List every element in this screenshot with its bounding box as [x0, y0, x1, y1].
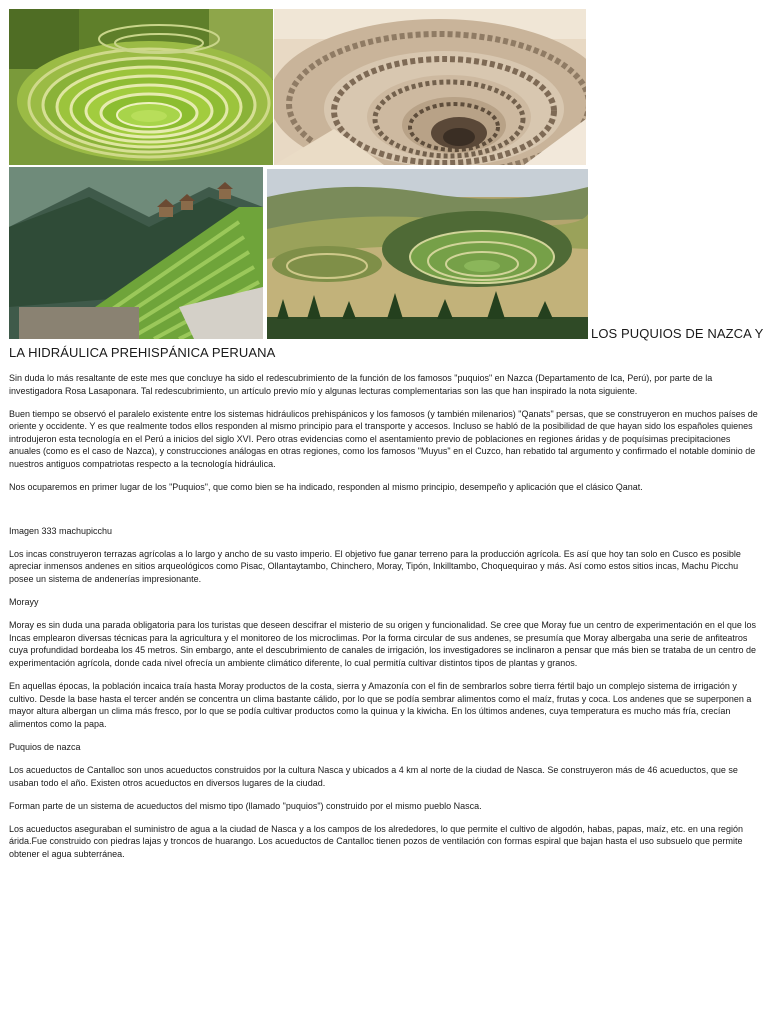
paragraph-intro: Sin duda lo más resaltante de este mes que concluye ha sido el redescubrimiento de la función de los famosos "puquios" en Nazca (Departamento de Ica, Perú), por parte de la investigadora Rosa Lasaponara. Tal redescubrimiento, un artículo previo mío y algunas lecturas complementarias son las que han inspirado la nota siguiente. — [9, 373, 713, 396]
article-title-line-2: LA HIDRÁULICA PREHISPÁNICA PERUANA — [9, 345, 276, 360]
puquio-spiral-well-photo — [274, 9, 586, 165]
paragraph-cantalloc: Los acueductos de Cantalloc son unos acueductos construidos por la cultura Nasca y ubicados a 4 km al norte de la ciudad de Nasca. Se construyeron más de 46 acueductos, que se usaban todo el año. Existen otros acueductos en diversos lugares de la ciudad. — [9, 765, 738, 788]
paragraph-moray-2: En aquellas épocas, la población incaica traía hasta Moray productos de la costa, sierra y Amazonía con el fin de sembrarlos sobre tierra fértil bajo un complejo sistema de irrigación y cultivo. Desde la base hasta el tercer andén se concentra un clima bastante cálido, por lo que se podía sembrar alimentos como el maíz, frutas y coca. Los andenes que se superponen a mayor altura albergan un clima más fresco, por lo que se podía cultivar productos como la quinua y la kiwicha. En los últimos andenes, cuya temperatura es mucho más fría, crecían alimentos como la papa. — [9, 681, 752, 729]
heading-moray: Morayy — [9, 597, 39, 608]
moray-landscape-photo — [267, 169, 588, 339]
paragraph-puquios-system: Forman parte de un sistema de acueductos del mismo tipo (llamado "puquios") construido por el mismo pueblo Nasca. — [9, 800, 482, 811]
article-body — [9, 372, 759, 871]
blank-line — [9, 504, 759, 514]
machu-picchu-terraces-photo — [9, 167, 263, 339]
paragraph-qanats: Buen tiempo se observó el paralelo existente entre los sistemas hidráulicos prehispánicos y los famosos (y también milenarios) "Qanats" persas, que se construyeron en muchos países de oriente y occidente. Y es que realmente todos ellos responden al mismo principio para el transporte y accesos. Incluso se habló de la posibilidad de que hayan sido los españoles quienes introdujeron esta tecnología en el Perú a inicios del siglo XVI. Pero otras evidencias como el asentamiento previo de poblaciones en regiones áridas y de poquísimas precipitaciones anuales (como es el caso de Nazca), y construcciones análogas en otras regiones, como los famosos "Muyus" en el Cuzco, han rebatido tal argumento y confirmado el notable dominio de nuestros antiguos compatriotas respecto a la tecnología hidráulica. — [9, 408, 758, 470]
heading-puquios-nazca: Puquios de nazca — [9, 741, 81, 752]
article-title-line-1: LOS PUQUIOS DE NAZCA Y — [591, 326, 764, 341]
paragraph-inca-terraces: Los incas construyeron terrazas agrícolas a lo largo y ancho de su vasto imperio. El objetivo fue ganar terreno para la producción agrícola. Es así que hoy tan solo en Cusco es posible apreciar inmensos andenes en sitios arqueológicos como Pisac, Ollantaytambo, Chinchero, Moray, Tipón, Inkilltambo, Choquequirao y más. Así como estos sitios incas, Machu Picchu posee un sistema de andenerías impresionante. — [9, 548, 741, 585]
paragraph-puquios-principle: Nos ocuparemos en primer lugar de los "Puquios", que como bien se ha indicado, responden al mismo principio, desempeño y aplicación que el clásico Qanat. — [9, 482, 643, 493]
image-caption-machupicchu: Imagen 333 machupicchu — [9, 525, 113, 536]
paragraph-aqueducts: Los acueductos aseguraban el suministro de agua a la ciudad de Nasca y a los campos de los alrededores, lo que permite el cultivo de algodón, habas, papas, maíz, etc. en una región árida.Fue construido con piedras lajas y troncos de huarango. Los acueductos de Cantalloc tienen pozos de ventilación con formas espiral que bajan hasta el uso subsuelo que permite obtener el agua subterránea. — [9, 823, 743, 860]
paragraph-moray-1: Moray es sin duda una parada obligatoria para los turistas que deseen descifrar el misterio de su origen y funcionalidad. Se cree que Moray fue un centro de experimentación en el que los Incas emplearon diversas técnicas para la agricultura y el monitoreo de los microclimas. Por la forma circular de sus andenes, se presumía que Moray albergaba una serie de anfiteatros cuya profundidad bordeaba los 45 metros. Sin embargo, ante el descubrimiento de canales de irrigación, los investigadores se inclinaron a pensar que más bien se trataba de un centro de experimentación agrícola, donde cada nivel ofrecía un ambiente climático diferente, lo cual permitía cultivar distintos tipos de plantas y granos. — [9, 620, 756, 668]
moray-terraces-aerial-photo — [9, 9, 273, 165]
